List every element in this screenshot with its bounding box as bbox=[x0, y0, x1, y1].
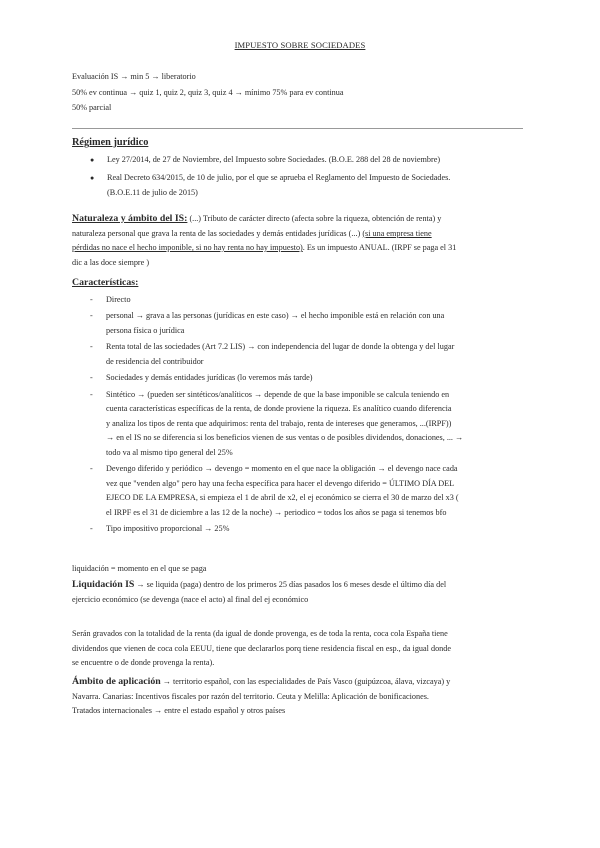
caracteristicas-section bbox=[72, 276, 532, 537]
ambito-line: Navarra. Canarias: Incentivos fiscales por razón del territorio. Ceuta y Melilla: Aplicación de bonificaciones. bbox=[72, 691, 429, 701]
liquidacion-text: → se liquida (paga) dentro de los primeros 25 días pasados los 6 meses desde el último día del bbox=[134, 580, 447, 589]
list-item-text: EJECO DE LA EMPRESA, si empieza el 1 de abril de x2, el ej económico se cierra el 30 de marzo del x3 ( bbox=[106, 493, 459, 502]
naturaleza-line bbox=[72, 241, 532, 256]
eval-line: 50% parcial bbox=[72, 103, 112, 112]
bullet-icon: ● bbox=[90, 155, 95, 164]
list-item-text: (B.O.E.11 de julio de 2015) bbox=[107, 187, 198, 197]
naturaleza-line bbox=[72, 212, 532, 227]
paragraph-line: Serán gravados con la totalidad de la renta (da igual de donde provenga, es de toda la renta, coca cola España tiene bbox=[72, 629, 448, 638]
list-item bbox=[72, 171, 532, 186]
list-item-text: Real Decreto 634/2015, de 10 de julio, por el que se aprueba el Reglamento del Impuesto de Sociedades. bbox=[107, 173, 451, 182]
dash-icon: - bbox=[90, 373, 93, 382]
dash-icon: - bbox=[90, 464, 93, 473]
list-item-text: Sociedades y demás entidades jurídicas (lo veremos más tarde) bbox=[106, 373, 313, 382]
list-item bbox=[72, 293, 532, 308]
evaluation-block bbox=[72, 70, 532, 116]
list-item-text: personal → grava a las personas (jurídicas en este caso) → el hecho imponible está en relación con una bbox=[106, 311, 445, 320]
dash-icon: - bbox=[90, 389, 93, 399]
liquidacion-line: ejercicio económico (se devenga (nace el acto) al final del ej económico bbox=[72, 594, 309, 604]
list-item-text: persona física o jurídica bbox=[106, 325, 185, 335]
liquidacion-heading: Liquidación IS bbox=[72, 579, 135, 590]
naturaleza-underlined-text: pérdidas no nace el hecho imponible, si no hay renta no hay impuesto) bbox=[72, 243, 303, 252]
ambito-section bbox=[72, 675, 532, 719]
dash-icon: - bbox=[90, 294, 93, 304]
gravados-paragraph bbox=[72, 627, 532, 671]
eval-line: Evaluación IS → min 5 → liberatorio bbox=[72, 72, 196, 81]
list-item-text: Renta total de las sociedades (Art 7.2 LIS) → con independencia del lugar de donde la obtenga y del lugar bbox=[106, 342, 455, 351]
list-item-text: Sintético → (pueden ser sintéticos/analíticos → depende de que la base imponible se calcula teniendo en bbox=[106, 389, 450, 399]
horizontal-divider bbox=[72, 128, 523, 129]
naturaleza-line bbox=[72, 227, 532, 242]
list-item bbox=[72, 522, 532, 537]
ambito-heading: Ámbito de aplicación bbox=[72, 676, 161, 687]
naturaleza-underlined-text: (si una empresa tiene bbox=[362, 228, 432, 238]
list-item bbox=[72, 388, 532, 461]
liquidacion-def: liquidación = momento en el que se paga bbox=[72, 564, 207, 573]
list-item bbox=[72, 371, 532, 386]
list-item-text: y analiza los tipos de renta que adquirimos: renta del trabajo, renta de intereses que generamos, ...(IRPF)) bbox=[106, 418, 452, 428]
regimen-section bbox=[72, 136, 532, 200]
list-item bbox=[72, 309, 532, 338]
list-item-text: Devengo diferido y periódico → devengo = momento en el que nace la obligación → el devengo nace cada bbox=[106, 464, 458, 473]
eval-line: 50% ev continua → quiz 1, quiz 2, quiz 3, quiz 4 → mínimo 75% para ev continua bbox=[72, 87, 344, 97]
naturaleza-line: dic a las doce siempre ) bbox=[72, 257, 150, 267]
dash-icon: - bbox=[90, 342, 93, 351]
list-item-text: vez que "venden algo" pero hay una fecha específica para hacer el devengo diferido = ÚLTIMO DÍA DEL bbox=[106, 478, 455, 488]
liquidacion-section bbox=[72, 578, 532, 607]
caracteristicas-heading: Características: bbox=[72, 277, 139, 288]
ambito-line bbox=[72, 675, 532, 690]
naturaleza-heading: Naturaleza y ámbito del IS: bbox=[72, 213, 188, 224]
list-item bbox=[72, 462, 532, 520]
paragraph-line: se encuentre o de donde provenga la renta). bbox=[72, 658, 215, 667]
bullet-icon: ● bbox=[90, 174, 95, 182]
naturaleza-text: (...) Tributo de carácter directo (afecta sobre la riqueza, obtención de renta) y bbox=[187, 214, 442, 223]
dash-icon: - bbox=[90, 524, 93, 533]
list-item-text: cuenta características específicas de la renta, de donde proviene la riqueza. Es analítico cuando diferencia bbox=[106, 404, 452, 413]
dash-icon: - bbox=[90, 311, 93, 320]
list-item-text: Ley 27/2014, de 27 de Noviembre, del Impuesto sobre Sociedades. (B.O.E. 288 del 28 de noviembre) bbox=[107, 154, 441, 164]
list-item-continuation bbox=[72, 186, 532, 201]
ambito-line: Tratados internacionales → entre el estado español y otros países bbox=[72, 706, 286, 715]
list-item-text: el IRPF es el 31 de diciembre a las 12 de la noche) → periodico = todos los años se paga si tenemos bfo bbox=[106, 507, 447, 517]
list-item-text: todo va al mismo tipo general del 25% bbox=[106, 447, 233, 457]
list-item-text: Tipo impositivo proporcional → 25% bbox=[106, 524, 230, 533]
liquidacion-line bbox=[72, 578, 532, 593]
list-item bbox=[72, 153, 532, 168]
paragraph-line: dividendos que vienen de coca cola EEUU, tiene que declararlos porq tiene residencia fiscal en esp., da igual donde bbox=[72, 643, 451, 653]
list-item-text: Directo bbox=[106, 294, 131, 304]
naturaleza-text: naturaleza personal que grava la renta de las sociedades y demás entidades jurídicas (...) bbox=[72, 228, 363, 238]
list-item-text: de residencia del contribuidor bbox=[106, 356, 204, 366]
ambito-text: → territorio español, con las especialidades de País Vasco (guipúzcoa, álava, vizcaya) y bbox=[160, 677, 451, 686]
naturaleza-section bbox=[72, 212, 532, 270]
naturaleza-text: . Es un impuesto ANUAL. (IRPF se paga el 31 bbox=[302, 243, 457, 252]
list-item-text: → en el IS no se diferencia si los beneficios vienen de sus ventas o de posibles dividendos, donaciones, ... → bbox=[106, 433, 464, 442]
list-item bbox=[72, 340, 532, 369]
regimen-heading: Régimen jurídico bbox=[72, 137, 149, 148]
page-title: IMPUESTO SOBRE SOCIEDADES bbox=[234, 40, 366, 50]
